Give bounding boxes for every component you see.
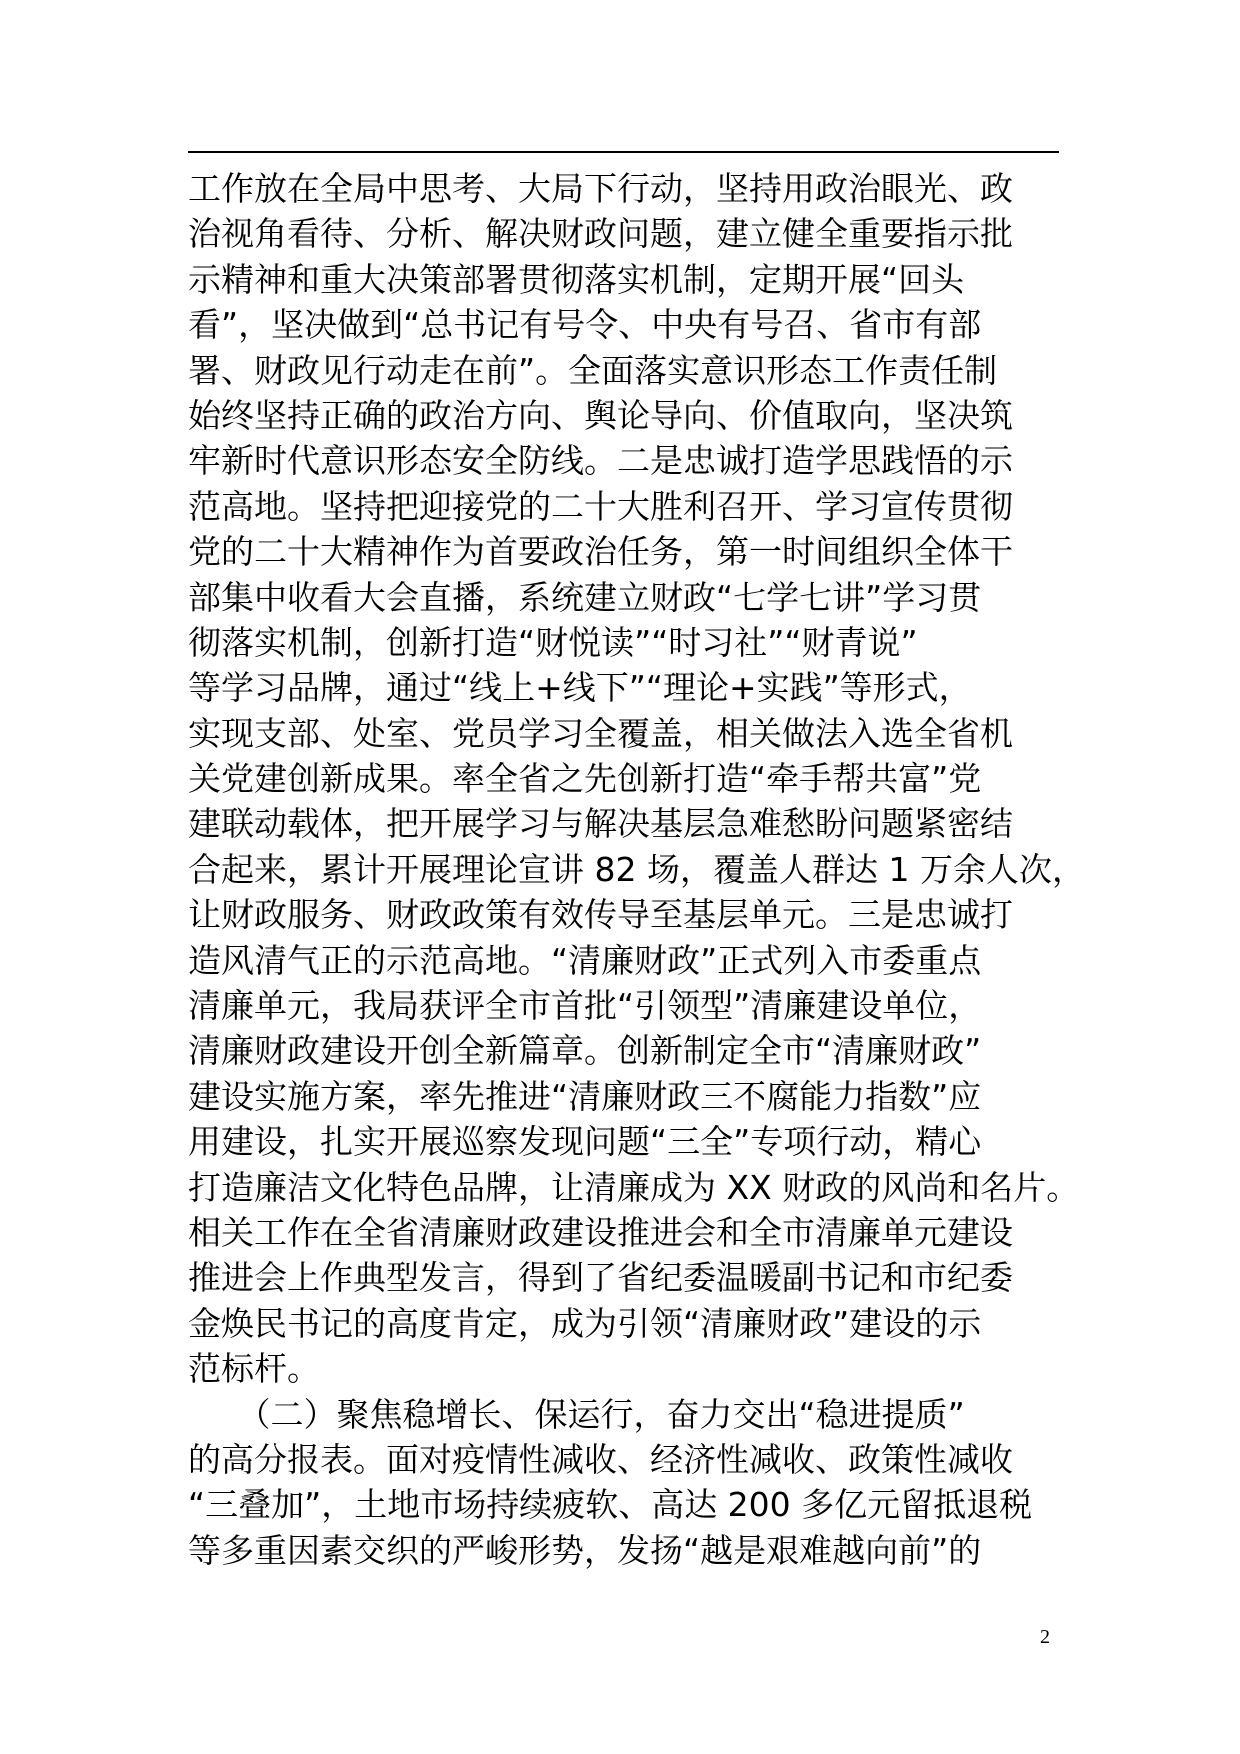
text-line: “三叠加”，土地市场持续疲软、高达 200 多亿元留抵退税: [188, 1485, 1033, 1525]
text-line: 让财政服务、财政政策有效传导至基层单元。三是忠诚打: [188, 895, 1013, 935]
page-number: 2: [1040, 1626, 1050, 1648]
text-line: 实现支部、处室、党员学习全覆盖，相关做法入选全省机: [188, 713, 1013, 753]
text-line: 范高地。坚持把迎接党的二十大胜利召开、学习宣传贯彻: [188, 486, 1013, 526]
text-line: 等学习品牌，通过“线上+线下”“理论+实践”等形式，: [188, 668, 972, 708]
text-line: 党的二十大精神作为首要政治任务，第一时间组织全体干: [188, 532, 1013, 572]
text-line: 工作放在全局中思考、大局下行动，坚持用政治眼光、政: [188, 169, 1013, 208]
text-line: 治视角看待、分析、解决财政问题，建立健全重要指示批: [188, 214, 1013, 254]
text-line: 署、财政见行动走在前”。全面落实意识形态工作责任制: [188, 350, 998, 390]
text-line: 范标杆。: [188, 1349, 320, 1389]
text-line: 建设实施方案，率先推进“清廉财政三不腐能力指数”应: [188, 1076, 982, 1116]
header-rule: [188, 151, 1059, 153]
text-line: 造风清气正的示范高地。“清廉财政”正式列入市委重点: [188, 940, 982, 980]
text-line: 示精神和重大决策部署贯彻落实机制，定期开展“回头: [188, 259, 965, 299]
text-line: 的高分报表。面对疫情性减收、经济性减收、政策性减收: [188, 1439, 1013, 1479]
text-line: 用建设，扎实开展巡察发现问题“三全”专项行动，精心: [188, 1122, 982, 1162]
body-text: [188, 166, 1085, 1573]
text-line: （二）聚焦稳增长、保运行，奋力交出“稳进提质”: [188, 1394, 965, 1434]
text-line: 相关工作在全省清廉财政建设推进会和全市清廉单元建设: [188, 1212, 1013, 1252]
text-line: 合起来，累计开展理论宣讲 82 场，覆盖人群达 1 万余人次，: [188, 849, 1085, 889]
text-line: 看”，坚决做到“总书记有号令、中央有号召、省市有部: [188, 305, 982, 345]
text-line: 清廉单元，我局获评全市首批“引领型”清廉建设单位，: [188, 986, 982, 1026]
text-line: 打造廉洁文化特色品牌，让清廉成为 XX 财政的风尚和名片。: [188, 1167, 1080, 1207]
text-line: 金焕民书记的高度肯定，成为引领“清廉财政”建设的示: [188, 1303, 982, 1343]
text-line: 清廉财政建设开创全新篇章。创新制定全市“清廉财政”: [188, 1031, 982, 1071]
text-line: 彻落实机制，创新打造“财悦读”“时习社”“财青说”: [188, 622, 918, 662]
text-line: 推进会上作典型发言，得到了省纪委温暖副书记和市纪委: [188, 1258, 1013, 1298]
text-line: 建联动载体，把开展学习与解决基层急难愁盼问题紧密结: [188, 804, 1013, 844]
text-line: 牢新时代意识形态安全防线。二是忠诚打造学思践悟的示: [188, 441, 1013, 481]
text-line: 关党建创新成果。率全省之先创新打造“牵手帮共富”党: [188, 759, 982, 799]
text-line: 等多重因素交织的严峻形势，发扬“越是艰难越向前”的: [188, 1530, 982, 1570]
text-line: 部集中收看大会直播，系统建立财政“七学七讲”学习贯: [188, 577, 982, 617]
text-line: 始终坚持正确的政治方向、舆论导向、价值取向，坚决筑: [188, 395, 1013, 435]
